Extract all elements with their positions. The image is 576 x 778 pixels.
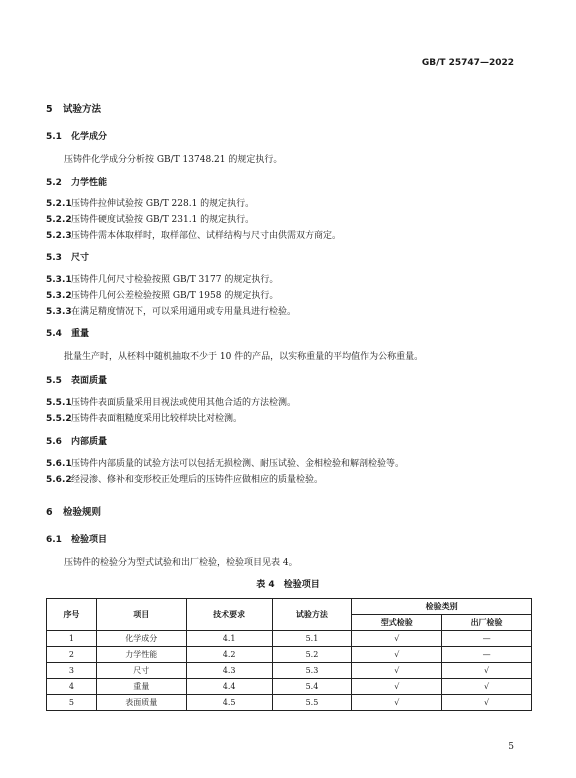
cell-factory-test: √: [442, 663, 532, 679]
table-row: [47, 663, 532, 679]
col-header-category: 检验类别: [352, 599, 532, 615]
cell-seq: 5: [47, 695, 97, 711]
section-5-5-heading: 5.5 表面质量: [46, 376, 108, 386]
section-5-5-1: 5.5.1压铸件表面质量采用目视法或使用其他合适的方法检测。: [46, 398, 297, 408]
cell-type-test: √: [352, 663, 442, 679]
cell-req: 4.4: [186, 679, 272, 695]
section-5-3-3: 5.3.3在满足精度情况下，可以采用通用或专用量具进行检验。: [46, 307, 297, 317]
section-5-1-text: 压铸件化学成分分析按 GB/T 13748.21 的规定执行。: [64, 155, 283, 165]
col-header-req: 技术要求: [186, 599, 272, 631]
cell-req: 4.5: [186, 695, 272, 711]
section-5-3-1: 5.3.1压铸件几何尺寸检验按照 GB/T 3177 的规定执行。: [46, 275, 279, 285]
section-5-6-heading: 5.6 内部质量: [46, 437, 108, 447]
cell-type-test: √: [352, 679, 442, 695]
standard-number: GB/T 25747—2022: [421, 58, 514, 68]
cell-type-test: √: [352, 695, 442, 711]
cell-req: 4.3: [186, 663, 272, 679]
cell-factory-test: —: [442, 647, 532, 663]
cell-type-test: √: [352, 647, 442, 663]
inspection-items-table: [46, 598, 532, 711]
cell-method: 5.1: [272, 631, 352, 647]
section-5-heading: 5 试验方法: [46, 104, 102, 115]
cell-item: 力学性能: [96, 647, 186, 663]
cell-item: 表面质量: [96, 695, 186, 711]
section-5-5-2: 5.5.2压铸件表面粗糙度采用比较样块比对检测。: [46, 414, 243, 424]
page-number: 5: [508, 742, 514, 752]
cell-req: 4.2: [186, 647, 272, 663]
col-header-item: 项目: [96, 599, 186, 631]
section-5-4-heading: 5.4 重量: [46, 329, 90, 339]
table-row: [47, 631, 532, 647]
section-5-2-2: 5.2.2压铸件硬度试验按 GB/T 231.1 的规定执行。: [46, 215, 255, 225]
section-6-heading: 6 检验规则: [46, 507, 102, 518]
table-row: [47, 647, 532, 663]
cell-method: 5.5: [272, 695, 352, 711]
section-5-4-text: 批量生产时，从柸料中随机抽取不少于 10 件的产品，以实称重量的平均值作为公称重量。: [64, 352, 424, 362]
cell-seq: 1: [47, 631, 97, 647]
section-5-2-1: 5.2.1压铸件拉伸试验按 GB/T 228.1 的规定执行。: [46, 199, 255, 209]
section-5-6-2: 5.6.2经浸渗、修补和变形校正处理后的压铸件应做相应的质量检验。: [46, 475, 324, 485]
cell-item: 化学成分: [96, 631, 186, 647]
table-row: [47, 695, 532, 711]
col-header-factory-test: 出厂检验: [442, 615, 532, 631]
section-6-1-heading: 6.1 检验项目: [46, 535, 108, 545]
cell-item: 重量: [96, 679, 186, 695]
cell-req: 4.1: [186, 631, 272, 647]
col-header-method: 试验方法: [272, 599, 352, 631]
section-5-6-1: 5.6.1压铸件内部质量的试验方法可以包括无损检测、耐压试验、金相检验和解剖检验等。: [46, 459, 405, 469]
cell-item: 尺寸: [96, 663, 186, 679]
cell-seq: 3: [47, 663, 97, 679]
section-5-1-heading: 5.1 化学成分: [46, 132, 108, 142]
section-6-1-text: 压铸件的检验分为型式试验和出厂检验，检验项目见表 4。: [64, 558, 298, 568]
section-5-3-heading: 5.3 尺寸: [46, 253, 90, 263]
section-5-2-heading: 5.2 力学性能: [46, 178, 108, 188]
section-5-3-2: 5.3.2压铸件几何公差检验按照 GB/T 1958 的规定执行。: [46, 291, 279, 301]
section-5-2-3: 5.2.3压铸件需本体取样时，取样部位、试样结构与尺寸由供需双方商定。: [46, 231, 342, 241]
cell-method: 5.2: [272, 647, 352, 663]
cell-method: 5.4: [272, 679, 352, 695]
table-row: [47, 679, 532, 695]
cell-factory-test: √: [442, 679, 532, 695]
cell-seq: 4: [47, 679, 97, 695]
col-header-type-test: 型式检验: [352, 615, 442, 631]
cell-method: 5.3: [272, 663, 352, 679]
table-caption: 表 4 检验项目: [256, 580, 320, 590]
cell-seq: 2: [47, 647, 97, 663]
col-header-seq: 序号: [47, 599, 97, 631]
cell-type-test: √: [352, 631, 442, 647]
cell-factory-test: —: [442, 631, 532, 647]
cell-factory-test: √: [442, 695, 532, 711]
